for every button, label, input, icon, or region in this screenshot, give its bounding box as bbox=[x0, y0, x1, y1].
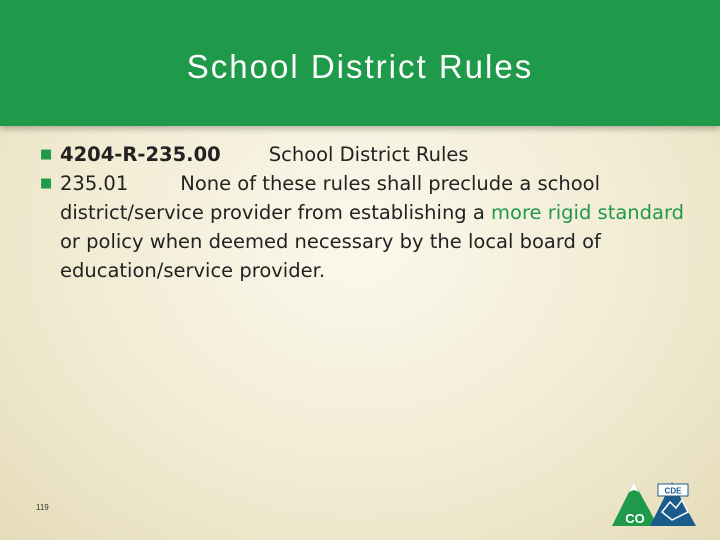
rule-number: 235.01 bbox=[60, 172, 129, 195]
rule-text: None of these rules shall preclude a school district/service provider from establishing a bbox=[60, 172, 601, 224]
title-bar bbox=[0, 0, 720, 126]
highlighted-phrase: more rigid standard bbox=[491, 201, 685, 224]
logo-right-text: CDE bbox=[664, 486, 682, 496]
rule-number: 4204-R-235.00 bbox=[60, 143, 221, 166]
bullet-item bbox=[40, 140, 690, 169]
slide-body bbox=[40, 140, 690, 285]
slide-number: 119 bbox=[36, 503, 49, 512]
rule-text-continued: or policy when deemed necessary by the local board of education/service provider. bbox=[60, 230, 601, 282]
bullet-item bbox=[40, 169, 690, 285]
slide-title: School District Rules bbox=[186, 48, 534, 85]
rule-text: School District Rules bbox=[268, 143, 469, 166]
logo-left-text: CO bbox=[625, 511, 645, 526]
bullet-marker-icon: ■ bbox=[40, 147, 53, 162]
cde-logo-icon bbox=[612, 478, 698, 528]
bullet-marker-icon: ■ bbox=[40, 176, 53, 191]
